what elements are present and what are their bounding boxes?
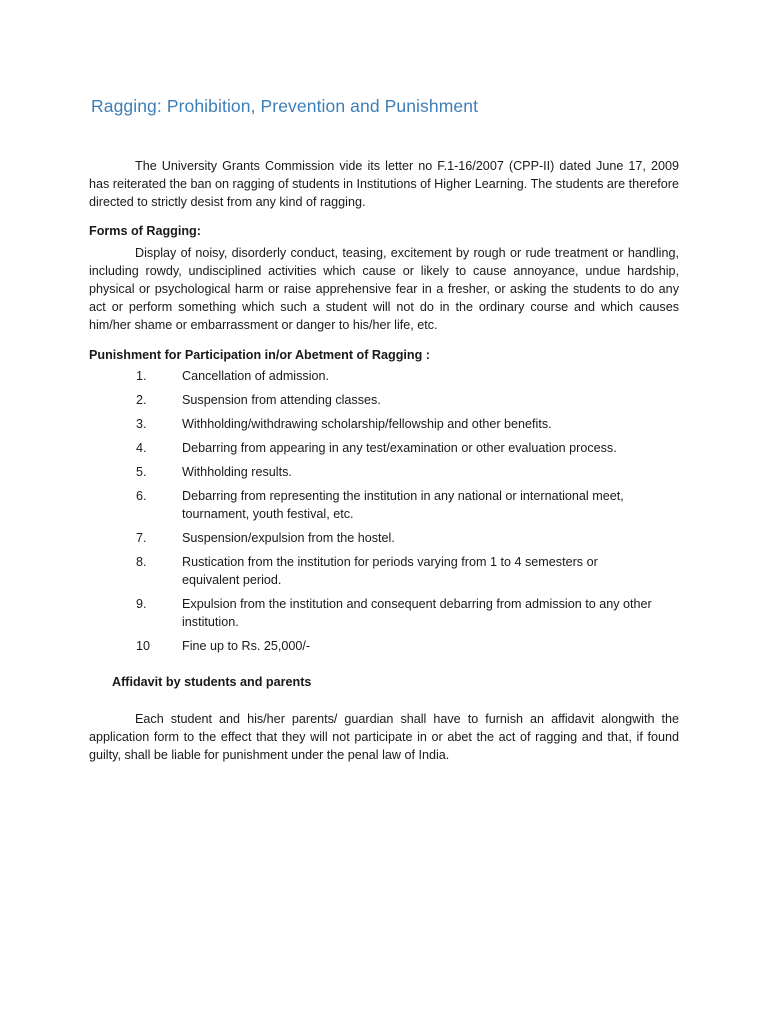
list-item bbox=[89, 487, 679, 523]
list-item bbox=[89, 367, 679, 385]
list-item-number: 9. bbox=[136, 597, 147, 611]
punishment-heading: Punishment for Participation in/or Abetment of Ragging : bbox=[89, 348, 430, 362]
list-item bbox=[89, 553, 679, 589]
affidavit-paragraph: Each student and his/her parents/ guardian shall have to furnish an affidavit alongwith the application form to the effect that they will not participate in or abet the act of ragging and that, if found guilty, shall be liable for punishment under the penal law of India. bbox=[89, 712, 679, 762]
list-item-number: 7. bbox=[136, 531, 147, 545]
list-item-number: 2. bbox=[136, 393, 147, 407]
list-item-text: Debarring from appearing in any test/examination or other evaluation process. bbox=[182, 441, 617, 455]
list-item-text: Cancellation of admission. bbox=[182, 369, 330, 383]
list-item bbox=[89, 529, 679, 547]
intro-paragraph: The University Grants Commission vide its letter no F.1-16/2007 (CPP-II) dated June 17, 2009 has reiterated the ban on ragging of students in Institutions of Higher Learning. The students are therefore directed to strictly desist from any kind of ragging. bbox=[89, 159, 679, 209]
list-item-text: Suspension from attending classes. bbox=[182, 393, 381, 407]
list-item-number: 10 bbox=[136, 639, 151, 653]
list-item-text: Expulsion from the institution and consequent debarring from admission to any other institution. bbox=[182, 597, 652, 629]
list-item bbox=[89, 415, 679, 433]
forms-heading: Forms of Ragging: bbox=[89, 224, 201, 238]
list-item-text: Withholding/withdrawing scholarship/fellowship and other benefits. bbox=[182, 417, 552, 431]
list-item bbox=[89, 463, 679, 481]
list-item bbox=[89, 595, 679, 631]
list-item-number: 5. bbox=[136, 465, 147, 479]
punishment-list bbox=[89, 367, 679, 655]
list-item-number: 8. bbox=[136, 555, 147, 569]
list-item bbox=[89, 439, 679, 457]
list-item-text: Debarring from representing the institution in any national or international meet, tournament, youth festival, etc. bbox=[182, 489, 624, 521]
list-item-text: Fine up to Rs. 25,000/- bbox=[182, 639, 311, 653]
list-item-number: 3. bbox=[136, 417, 147, 431]
list-item-number: 4. bbox=[136, 441, 147, 455]
forms-paragraph: Display of noisy, disorderly conduct, teasing, excitement by rough or rude treatment or handling, including rowdy, undisciplined activities which cause or likely to cause annoyance, undue hardship, physical or psychological harm or raise apprehensive fear in a fresher, or asking the students to do any act or perform something which such a student will not do in the ordinary course and which causes him/her shame or embarrassment or danger to his/her life, etc. bbox=[89, 246, 679, 332]
list-item-text: Rustication from the institution for periods varying from 1 to 4 semesters or equivalent period. bbox=[182, 555, 598, 587]
list-item-text: Withholding results. bbox=[182, 465, 292, 479]
list-item-number: 6. bbox=[136, 489, 147, 503]
list-item-number: 1. bbox=[136, 369, 147, 383]
affidavit-heading: Affidavit by students and parents bbox=[112, 675, 312, 689]
list-item bbox=[89, 391, 679, 409]
list-item-text: Suspension/expulsion from the hostel. bbox=[182, 531, 395, 545]
list-item bbox=[89, 637, 679, 655]
document-title: Ragging: Prohibition, Prevention and Punishment bbox=[91, 96, 479, 116]
